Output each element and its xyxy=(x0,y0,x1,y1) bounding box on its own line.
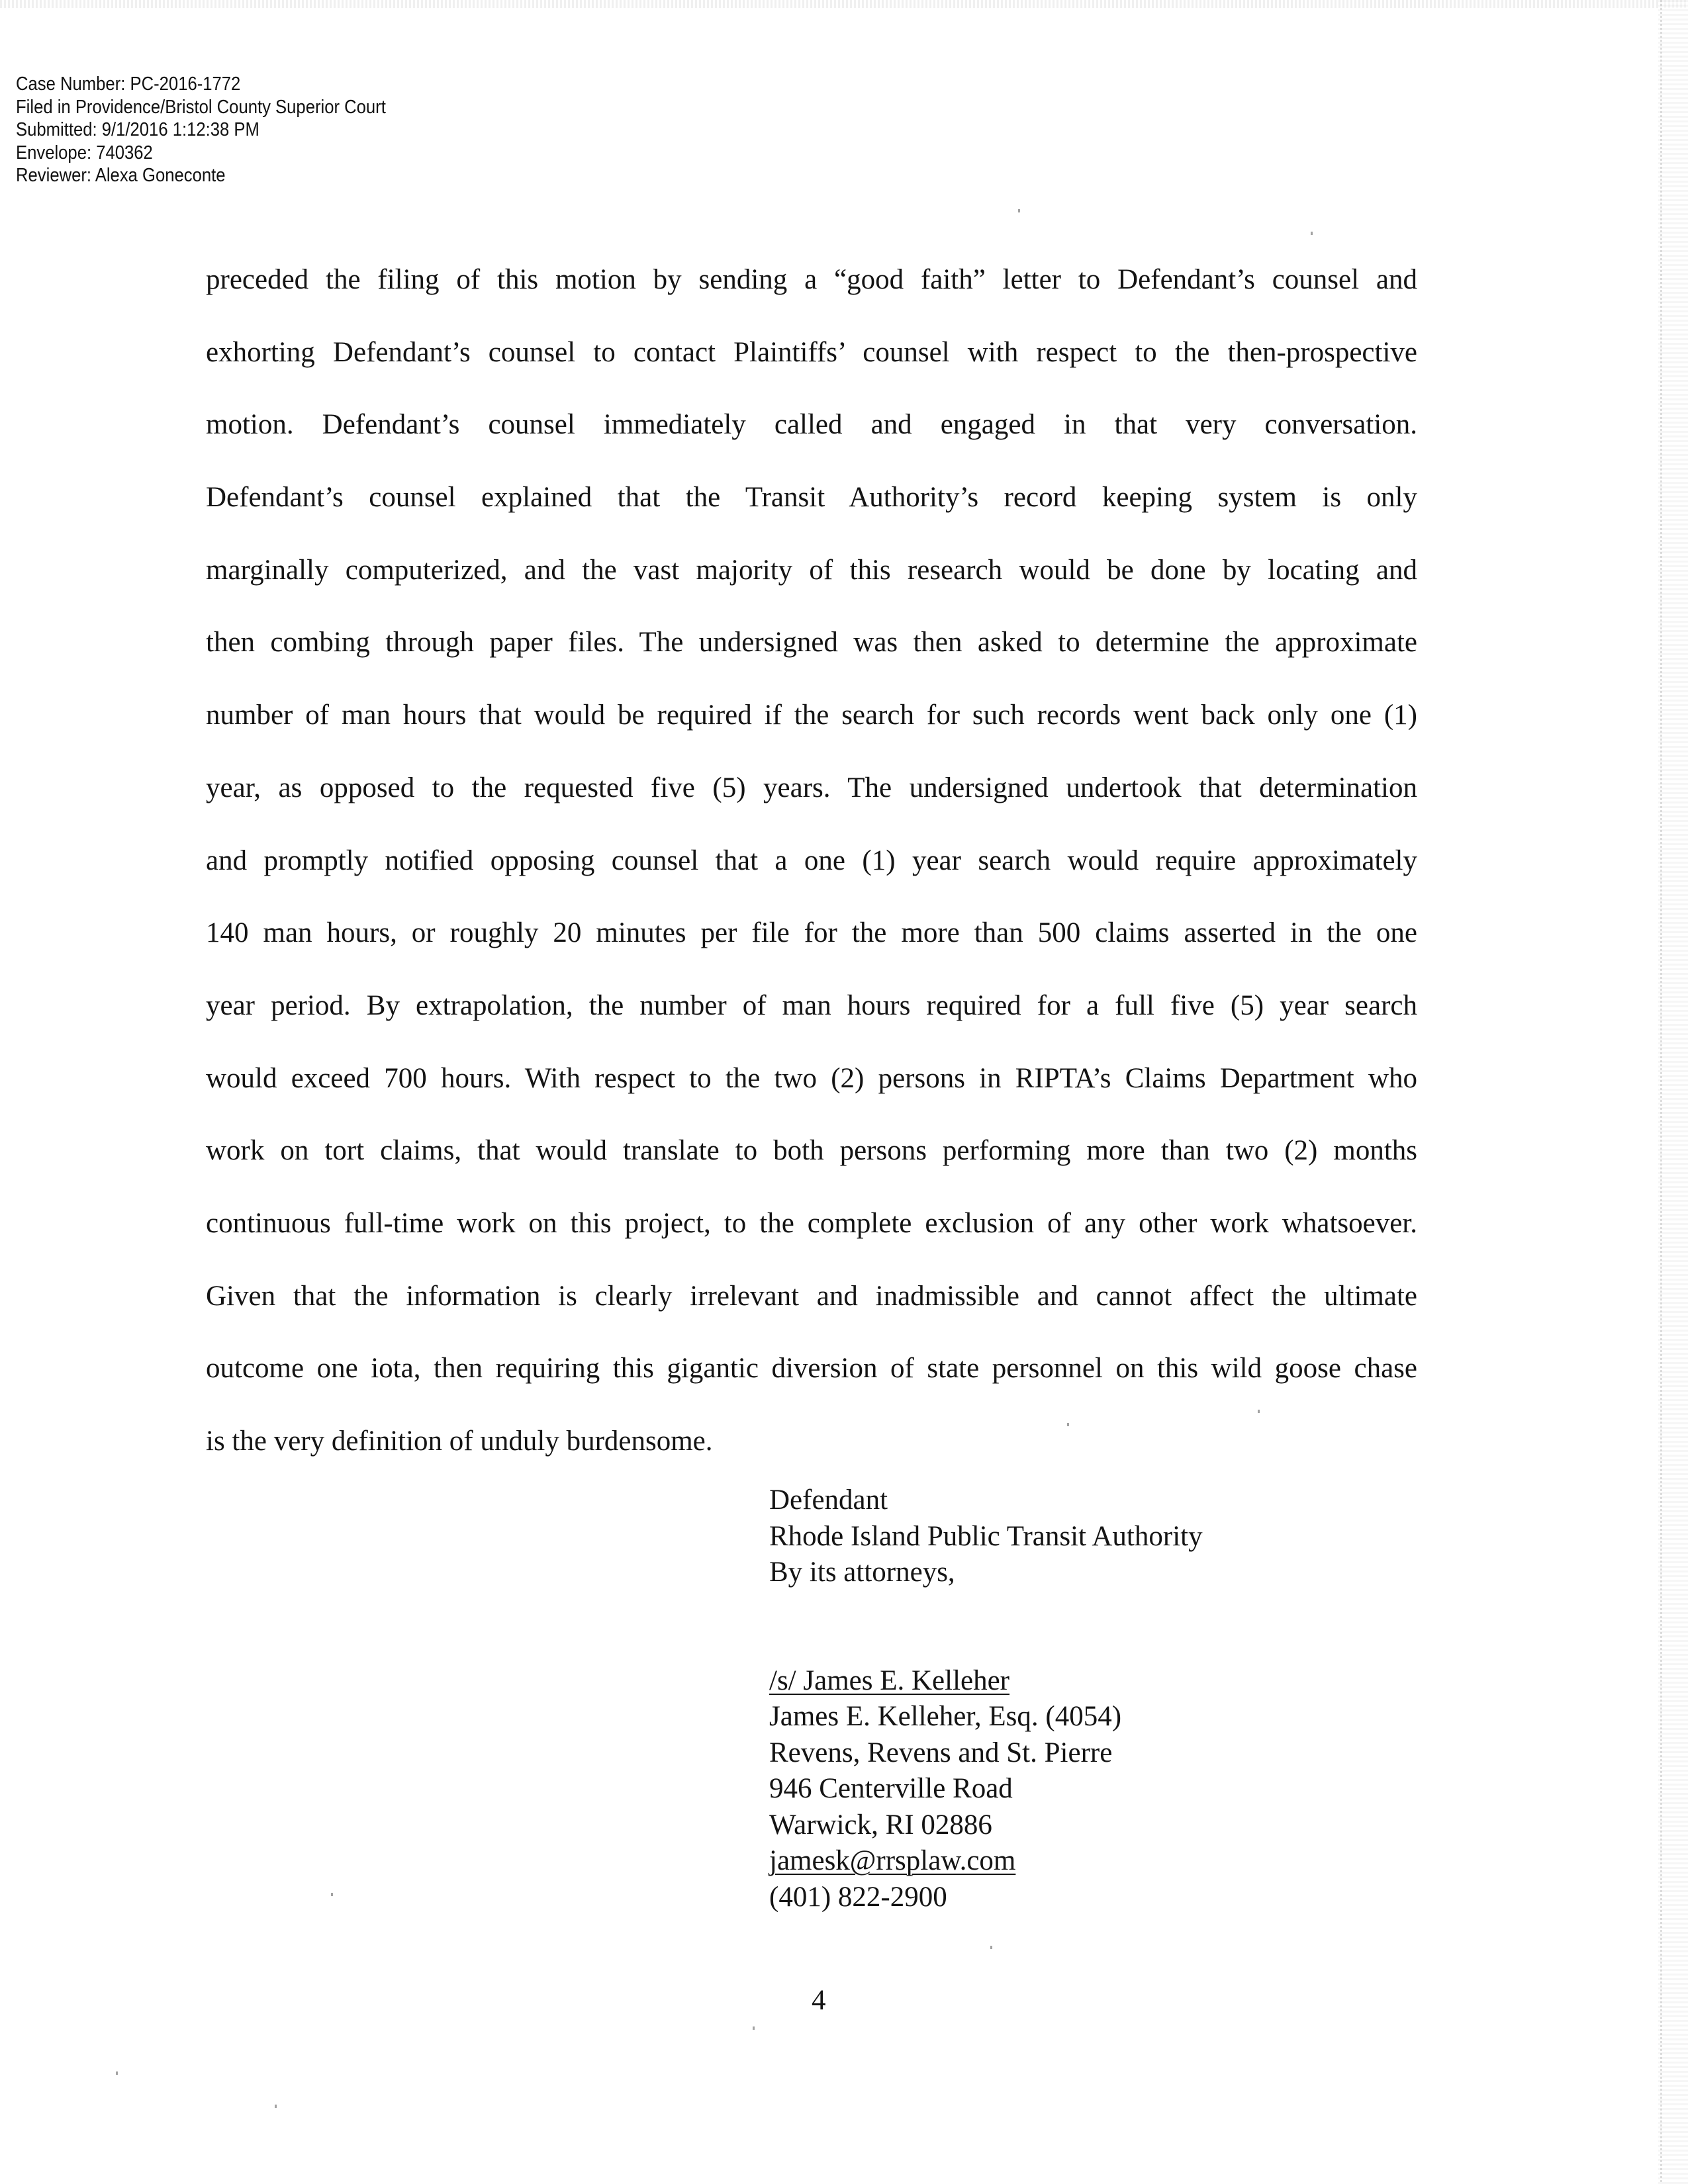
envelope-number: Envelope: 740362 xyxy=(16,142,153,163)
body-line: exhorting Defendant’s counsel to contact Plaintiffs’ counsel with respect to the then-prospective xyxy=(206,336,1417,368)
party-label: Defendant xyxy=(769,1484,888,1516)
spacer xyxy=(769,1591,1203,1663)
scan-speck xyxy=(116,2071,118,2075)
case-number: Case Number: PC-2016-1772 xyxy=(16,73,241,95)
city-state-zip: Warwick, RI 02886 xyxy=(769,1809,992,1841)
street-address: 946 Centerville Road xyxy=(769,1773,1013,1804)
scan-artifact-right xyxy=(1658,0,1688,2184)
body-line: and promptly notified opposing counsel that a one (1) year search would require approximately xyxy=(206,844,1417,876)
body-line: Given that the information is clearly irrelevant and inadmissible and cannot affect the ultimate xyxy=(206,1280,1417,1312)
electronic-signature: /s/ James E. Kelleher xyxy=(769,1664,1010,1696)
body-line: preceded the filing of this motion by sending a “good faith” letter to Defendant’s counsel and xyxy=(206,264,1417,295)
signature-block xyxy=(769,1482,1203,1915)
scan-speck xyxy=(331,1893,333,1896)
body-line: would exceed 700 hours. With respect to the two (2) persons in RIPTA’s Claims Department who xyxy=(206,1062,1417,1094)
body-line: motion. Defendant’s counsel immediately called and engaged in that very conversation. xyxy=(206,409,1417,441)
organization-name: Rhode Island Public Transit Authority xyxy=(769,1520,1203,1552)
scan-speck xyxy=(275,2105,277,2108)
scan-speck xyxy=(990,1946,992,1949)
body-line: Defendant’s counsel explained that the Transit Authority’s record keeping system is only xyxy=(206,482,1417,514)
body-paragraph xyxy=(206,244,1417,1478)
body-line: is the very definition of unduly burdensome. xyxy=(206,1426,713,1457)
scan-speck xyxy=(1311,232,1313,235)
law-firm: Revens, Revens and St. Pierre xyxy=(769,1737,1113,1768)
page-number: 4 xyxy=(812,1985,826,2016)
scan-artifact-top xyxy=(0,0,1688,8)
body-line: continuous full-time work on this project, to the complete exclusion of any other work whatsoever. xyxy=(206,1207,1417,1239)
body-line: 140 man hours, or roughly 20 minutes per file for the more than 500 claims asserted in the one xyxy=(206,917,1417,949)
body-line: outcome one iota, then requiring this gigantic diversion of state personnel on this wild goose chase xyxy=(206,1353,1417,1385)
by-attorneys-line: By its attorneys, xyxy=(769,1557,955,1588)
filing-stamp xyxy=(16,73,386,187)
body-line: marginally computerized, and the vast majority of this research would be done by locating and xyxy=(206,554,1417,586)
body-line: year, as opposed to the requested five (5) years. The undersigned undertook that determination xyxy=(206,772,1417,803)
submitted-timestamp: Submitted: 9/1/2016 1:12:38 PM xyxy=(16,119,259,140)
body-line: work on tort claims, that would translate to both persons performing more than two (2) months xyxy=(206,1135,1417,1167)
body-line: year period. By extrapolation, the number of man hours required for a full five (5) year search xyxy=(206,989,1417,1021)
body-line: then combing through paper files. The undersigned was then asked to determine the approximate xyxy=(206,627,1417,659)
attorney-name: James E. Kelleher, Esq. (4054) xyxy=(769,1701,1122,1732)
phone-number: (401) 822-2900 xyxy=(769,1881,947,1913)
scan-speck xyxy=(1018,209,1020,212)
filed-in-court: Filed in Providence/Bristol County Superior Court xyxy=(16,96,386,118)
reviewer-name: Reviewer: Alexa Goneconte xyxy=(16,165,226,186)
scan-speck xyxy=(753,2026,755,2030)
scan-speck xyxy=(1067,1423,1069,1426)
scan-speck xyxy=(1258,1410,1260,1413)
scan-edge-line xyxy=(1660,0,1662,2184)
email-link[interactable]: jamesk@rrsplaw.com xyxy=(769,1845,1016,1876)
body-line: number of man hours that would be required if the search for such records went back only one (1) xyxy=(206,700,1417,731)
